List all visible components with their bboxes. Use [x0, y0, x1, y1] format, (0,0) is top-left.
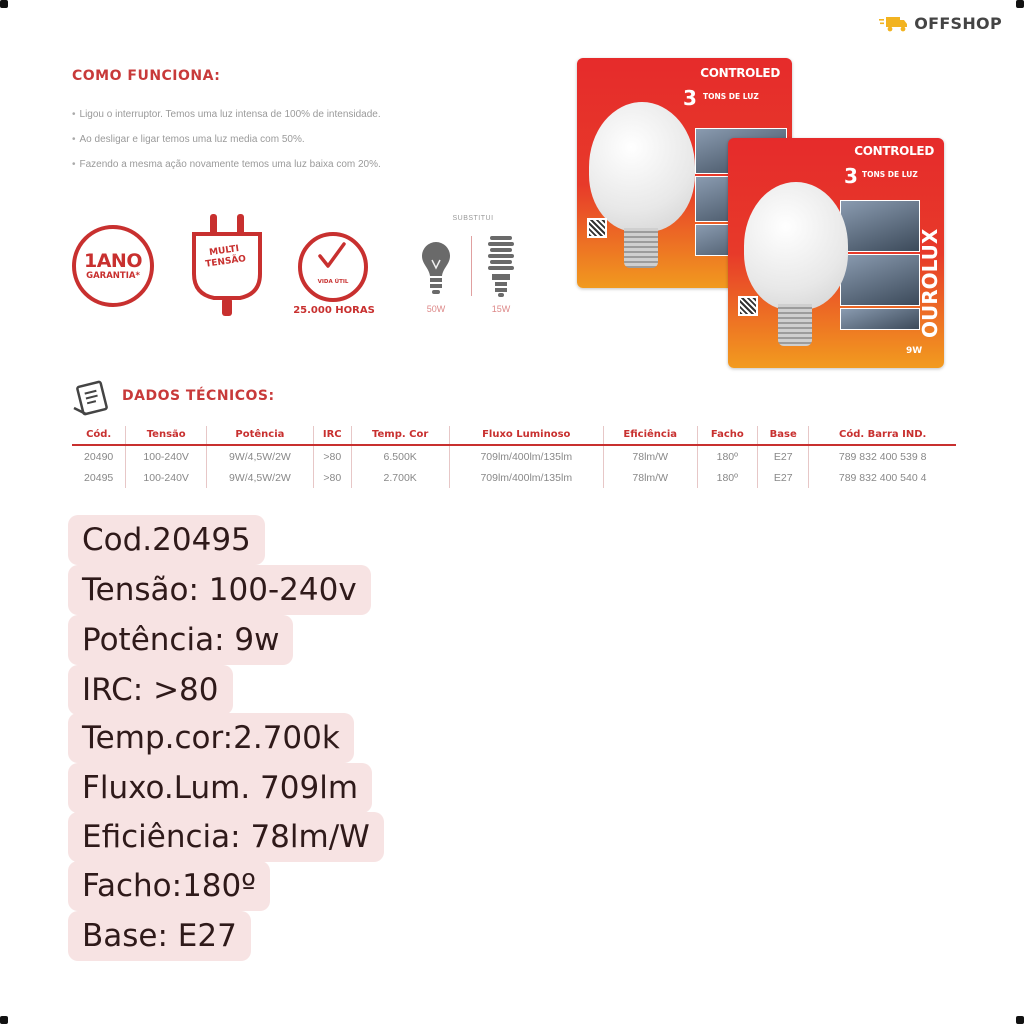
spec-efficiency: Eficiência: 78lm/W	[68, 812, 384, 862]
table-header-row	[72, 426, 956, 445]
warranty-years: 1ANO	[84, 250, 142, 272]
how-it-works-title: COMO FUNCIONA:	[72, 68, 221, 84]
package-photo	[840, 254, 920, 306]
table-cell: 6.500K	[351, 445, 449, 467]
how-it-works-list	[72, 106, 381, 181]
new-wattage: 15W	[491, 304, 511, 314]
multi-label: MULTI	[208, 244, 240, 259]
table-row	[72, 467, 956, 488]
tones-number: 3	[683, 86, 697, 110]
document-icon	[70, 378, 114, 418]
table-cell: 709lm/400lm/135lm	[449, 445, 603, 467]
technical-data-title: DADOS TÉCNICOS:	[122, 388, 275, 404]
table-cell: 20490	[84, 451, 114, 463]
column-header: IRC	[313, 426, 351, 445]
spec-beam-angle: Facho:180º	[68, 861, 270, 911]
incandescent-bulb-icon	[416, 238, 456, 298]
package-brand: CONTROLED	[700, 66, 780, 80]
table-cell: 180º	[697, 445, 758, 467]
column-header: Facho	[697, 426, 758, 445]
offshop-logo[interactable]	[878, 14, 1002, 33]
corner-mark-top-right	[1016, 0, 1024, 8]
replaces-label: SUBSTITUI	[452, 215, 494, 222]
column-header: Tensão	[126, 426, 207, 445]
table-cell: 2.700K	[351, 467, 449, 488]
package-wattage: 9W	[906, 346, 923, 356]
table-cell: 100-240V	[126, 467, 207, 488]
led-bulb	[589, 102, 695, 232]
table-cell: 789 832 400 540 4	[809, 467, 956, 488]
spec-base: Base: E27	[68, 911, 251, 961]
check-icon	[314, 240, 350, 274]
list-item: • Ligou o interruptor. Temos uma luz intensa de 100% de intensidade.	[72, 106, 381, 131]
warranty-badge	[72, 225, 154, 307]
tones-number: 3	[844, 164, 858, 188]
table-cell: 9W/4,5W/2W	[207, 467, 314, 488]
tones-label: TONS DE LUZ	[703, 92, 759, 101]
table-cell: 78lm/W	[603, 445, 697, 467]
column-header: Cód. Barra IND.	[809, 426, 956, 445]
qr-code	[738, 296, 758, 316]
spec-code: Cod.20495	[68, 515, 265, 565]
table-cell: E27	[758, 467, 809, 488]
spec-luminous-flux: Fluxo.Lum. 709lm	[68, 763, 372, 813]
maker-logo: OUROLUX	[918, 228, 942, 338]
tones-label: TONS DE LUZ	[862, 170, 918, 179]
voltage-label: TENSÃO	[204, 254, 247, 270]
package-photo	[840, 200, 920, 252]
table-row	[72, 445, 956, 467]
corner-mark-top-left	[0, 0, 8, 8]
table-cell: 9W/4,5W/2W	[207, 445, 314, 467]
spec-power: Potência: 9w	[68, 615, 293, 665]
lifespan-label: VIDA ÚTIL	[317, 279, 349, 285]
divider	[471, 236, 472, 296]
led-bulb	[744, 182, 848, 310]
table-cell: 78lm/W	[603, 467, 697, 488]
logo-text: OFFSHOP	[914, 14, 1002, 33]
corner-mark-bottom-right	[1016, 1016, 1024, 1024]
old-wattage: 50W	[426, 304, 446, 314]
corner-mark-bottom-left	[0, 1016, 8, 1024]
column-header: Base	[758, 426, 809, 445]
list-item: • Ao desligar e ligar temos uma luz media com 50%.	[72, 131, 381, 156]
table-cell: 789 832 400 539 8	[809, 445, 956, 467]
bulb-base	[778, 304, 812, 346]
table-cell: E27	[758, 445, 809, 467]
spec-voltage: Tensão: 100-240v	[68, 565, 371, 615]
package-brand: CONTROLED	[854, 144, 934, 158]
package-photo	[840, 308, 920, 330]
column-header: Eficiência	[603, 426, 697, 445]
warranty-label: GARANTIA*	[86, 271, 140, 281]
spec-irc: IRC: >80	[68, 665, 233, 715]
column-header: Fluxo Luminoso	[449, 426, 603, 445]
technical-table	[72, 426, 956, 488]
bulb-base	[624, 228, 658, 268]
table-cell: 709lm/400lm/135lm	[449, 467, 603, 488]
table-cell: 180º	[697, 467, 758, 488]
column-header: Potência	[207, 426, 314, 445]
table-cell: 100-240V	[126, 445, 207, 467]
qr-code	[587, 218, 607, 238]
lifespan-hours: 25.000 HORAS	[293, 305, 375, 316]
truck-icon	[878, 15, 908, 33]
cfl-bulb-icon	[484, 232, 518, 298]
column-header: Cód.	[72, 426, 126, 445]
table-cell: >80	[313, 467, 351, 488]
spec-color-temp: Temp.cor:2.700k	[68, 713, 354, 763]
table-cell: >80	[313, 445, 351, 467]
product-package-front	[728, 138, 944, 368]
column-header: Temp. Cor	[351, 426, 449, 445]
list-item: • Fazendo a mesma ação novamente temos uma luz baixa com 20%.	[72, 156, 381, 181]
table-cell: 20495	[84, 472, 114, 484]
